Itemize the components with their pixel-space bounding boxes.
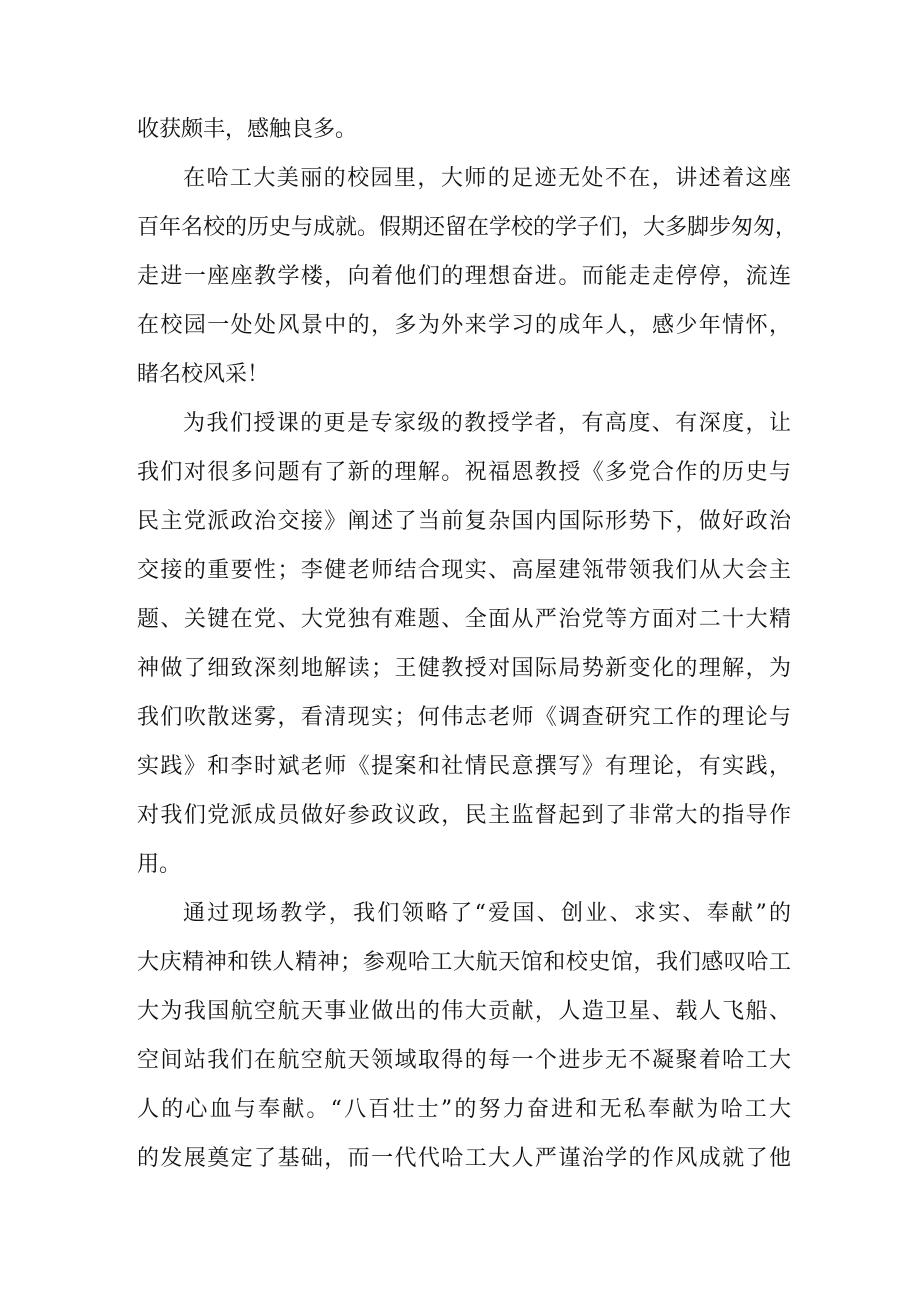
text-line: 睹名校风采！	[137, 362, 270, 387]
text-line: 百年名校的历史与成就。假期还留在学校的学子们，大多脚步匆匆，	[137, 215, 798, 240]
text-line: 大庆精神和铁人精神；参观哈工大航天馆和校史馆，我们感叹哈工	[137, 950, 791, 975]
text-line: 神做了细致深刻地解读；王健教授对国际局势新变化的理解，为	[137, 656, 791, 681]
text-line: 收获颇丰，感触良多。	[137, 117, 358, 142]
text-line: 交接的重要性；李健老师结合现实、高屋建瓴带领我们从大会主	[137, 558, 791, 583]
text-line: 人的心血与奉献。“八百壮士”的努力奋进和无私奉献为哈工大	[137, 1097, 791, 1122]
text-line: 实践》和李时斌老师《提案和社情民意撰写》有理论，有实践，	[137, 754, 791, 779]
text-line: 空间站我们在航空航天领域取得的每一个进步无不凝聚着哈工大	[137, 1048, 791, 1073]
text-line: 走进一座座教学楼，向着他们的理想奋进。而能走走停停，流连	[137, 264, 791, 289]
text-line: 民主党派政治交接》阐述了当前复杂国内国际形势下，做好政治	[137, 509, 791, 534]
text-line: 题、关键在党、大党独有难题、全面从严治党等方面对二十大精	[137, 607, 791, 632]
text-line: 通过现场教学，我们领略了“爱国、创业、求实、奉献”的	[183, 901, 791, 926]
text-line: 的发展奠定了基础，而一代代哈工大人严谨治学的作风成就了他	[137, 1146, 791, 1171]
text-line: 为我们授课的更是专家级的教授学者，有高度、有深度，让	[183, 411, 791, 436]
text-line: 在校园一处处风景中的，多为外来学习的成年人，感少年情怀，	[137, 313, 791, 338]
text-line: 用。	[137, 852, 182, 877]
text-line: 大为我国航空航天事业做出的伟大贡献，人造卫星、载人飞船、	[137, 999, 791, 1024]
text-line: 我们对很多问题有了新的理解。祝福恩教授《多党合作的历史与	[137, 460, 791, 485]
text-line: 我们吹散迷雾，看清现实；何伟志老师《调查研究工作的理论与	[137, 705, 791, 730]
text-line: 在哈工大美丽的校园里，大师的足迹无处不在，讲述着这座	[183, 166, 791, 191]
text-line: 对我们党派成员做好参政议政，民主监督起到了非常大的指导作	[137, 803, 791, 828]
